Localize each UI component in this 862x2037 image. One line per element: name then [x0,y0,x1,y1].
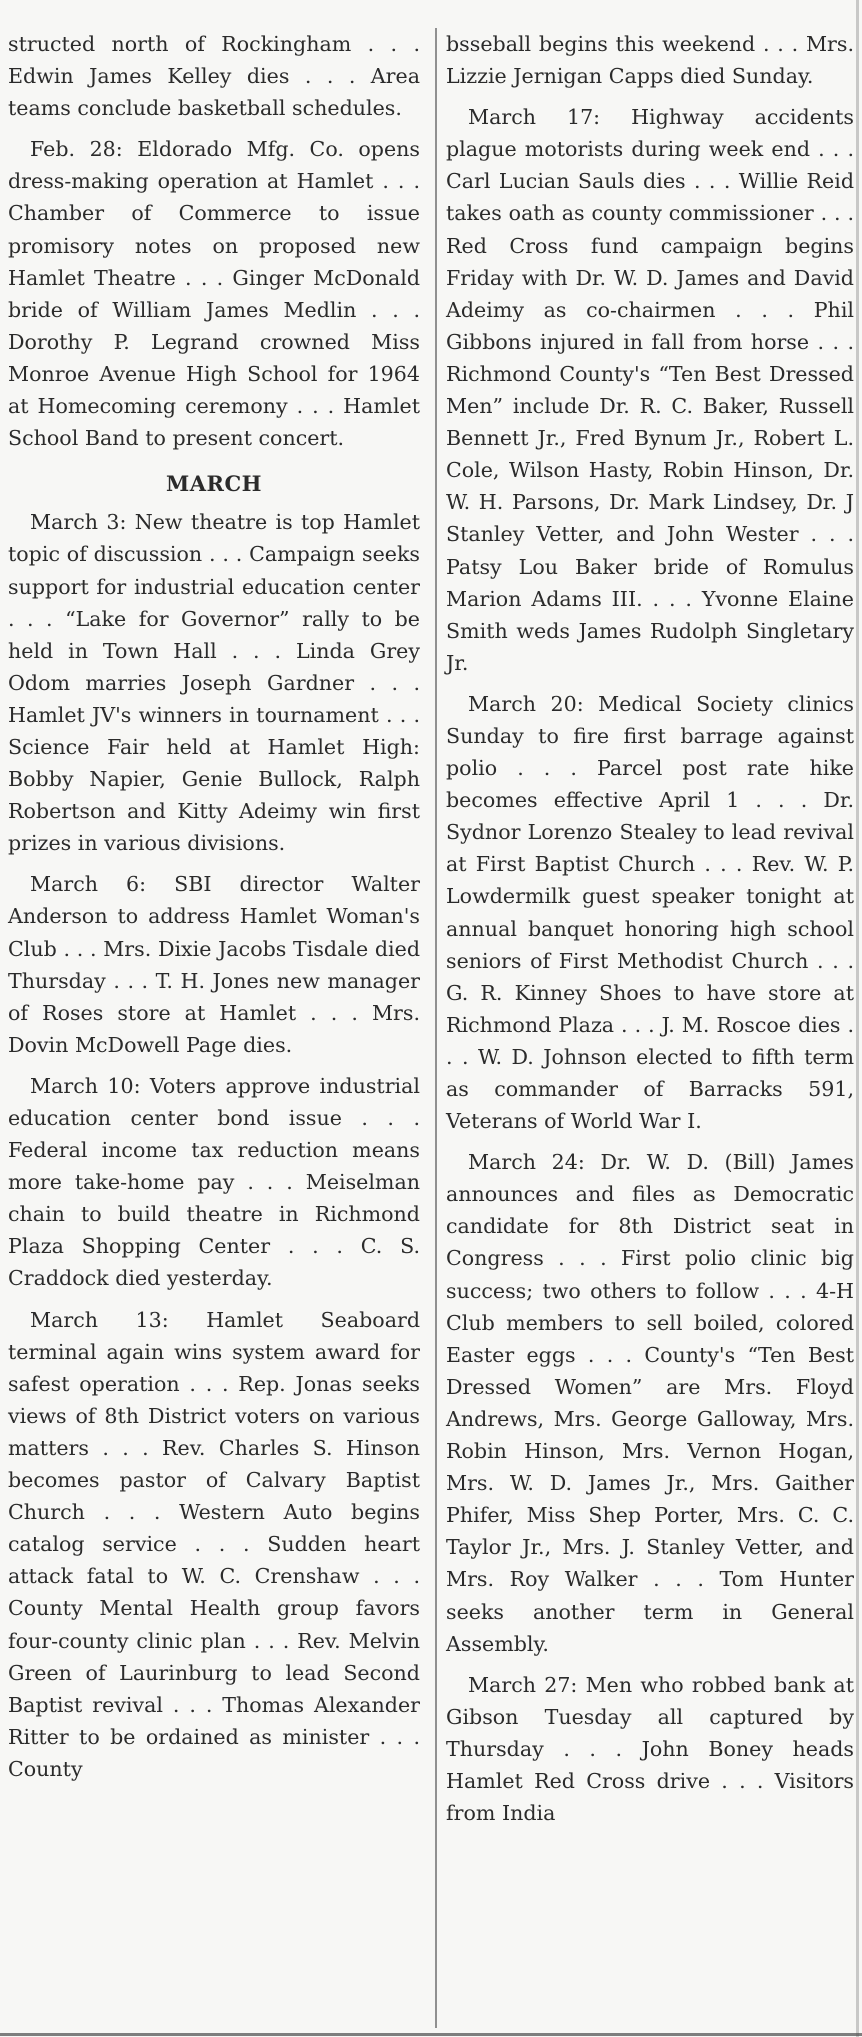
section-heading-march: MARCH [165,471,263,497]
right-column [446,28,854,1838]
entry-feb-28: Feb. 28: Eldorado Mfg. Co. opens dress-making operation at Hamlet . . . Chamber of Commerce to issue promisory notes on proposed new Hamlet Theatre . . . Ginger McDonald bride of William James Medlin . . . Dorothy P. Legrand crowned Miss Monroe Avenue High School for 1964 at Homecoming ceremony . . . Hamlet School Band to present concert. [8,137,420,451]
entry-march-13: March 13: Hamlet Seaboard terminal again wins system award for safest operation . . . Rep. Jonas seeks views of 8th District voters on various matters . . . Rev. Charles S. Hinson becomes pastor of Calvary Baptist Church . . . Western Auto begins catalog service . . . Sudden heart attack fatal to W. C. Crenshaw . . . County Mental Health group favors four-county clinic plan . . . Rev. Melvin Green of Laurinburg to lead Second Baptist revival . . . Thomas Alexander Ritter to be ordained as minister . . . County [8,1307,420,1781]
entry-march-24: March 24: Dr. W. D. (Bill) James announces and files as Democratic candidate for 8th District seat in Congress . . . First polio clinic big success; two others to follow . . . 4-H Club members to sell boiled, colored Easter eggs . . . County's “Ten Best Dressed Women” are Mrs. Floyd Andrews, Mrs. George Galloway, Mrs. Robin Hinson, Mrs. Vernon Hogan, Mrs. W. D. James Jr., Mrs. Gaither Phifer, Miss Shep Porter, Mrs. C. C. Taylor Jr., Mrs. J. Stanley Vetter, and Mrs. Roy Walker . . . Tom Hunter seeks another term in General Assembly. [446,1150,854,1656]
left-column [8,28,420,1794]
entry-march-20: March 20: Medical Society clinics Sunday to fire first barrage against polio . . . Parcel post rate hike becomes effective April 1 . . . Dr. Sydnor Lorenzo Stealey to lead revival at First Baptist Church . . . Rev. W. P. Lowdermilk guest speaker tonight at annual banquet honoring high school seniors of First Methodist Church . . . G. R. Kinney Shoes to have store at Richmond Plaza . . . J. M. Roscoe dies . . . W. D. Johnson elected to fifth term as commander of Barracks 591, Veterans of World War I. [446,691,854,1134]
entry-feb-continuation: structed north of Rockingham . . . Edwin James Kelley dies . . . Area teams conclude basketball schedules. [8,32,420,121]
entry-march-10: March 10: Voters approve industrial education center bond issue . . . Federal income tax reduction means more take-home pay . . . Meiselman chain to build theatre in Richmond Plaza Shopping Center . . . C. S. Craddock died yesterday. [8,1073,420,1291]
entry-march-13-continuation: bsseball begins this weekend . . . Mrs. Lizzie Jernigan Capps died Sunday. [446,32,854,89]
entry-march-6: March 6: SBI director Walter Anderson to address Hamlet Woman's Club . . . Mrs. Dixie Jacobs Tisdale died Thursday . . . T. H. Jones new manager of Roses store at Hamlet . . . Mrs. Dovin McDowell Page dies. [8,872,420,1057]
entry-march-3: March 3: New theatre is top Hamlet topic of discussion . . . Campaign seeks support for industrial education center . . . “Lake for Governor” rally to be held in Town Hall . . . Linda Grey Odom marries Joseph Gardner . . . Hamlet JV's winners in tournament . . . Science Fair held at Hamlet High: Bobby Napier, Genie Bullock, Ralph Robertson and Kitty Adeimy win first prizes in various divisions. [8,510,420,856]
column-divider [435,28,437,2028]
entry-march-27: March 27: Men who robbed bank at Gibson Tuesday all captured by Thursday . . . John Boney heads Hamlet Red Cross drive . . . Visitors from India [446,1672,854,1826]
entry-march-17: March 17: Highway accidents plague motorists during week end . . . Carl Lucian Sauls dies . . . Willie Reid takes oath as county commissioner . . . Red Cross fund campaign begins Friday with Dr. W. D. James and David Adeimy as co-chairmen . . . Phil Gibbons injured in fall from horse . . . Richmond County's “Ten Best Dressed Men” include Dr. R. C. Baker, Russell Bennett Jr., Fred Bynum Jr., Robert L. Cole, Wilson Hasty, Robin Hinson, Dr. W. H. Parsons, Dr. Mark Lindsey, Dr. J Stanley Vetter, and John Wester . . . Patsy Lou Baker bride of Romulus Marion Adams III. . . . Yvonne Elaine Smith weds James Rudolph Singletary Jr. [446,105,854,675]
page-bottom-rule [0,2033,862,2036]
page-right-edge-rule [856,0,859,2037]
